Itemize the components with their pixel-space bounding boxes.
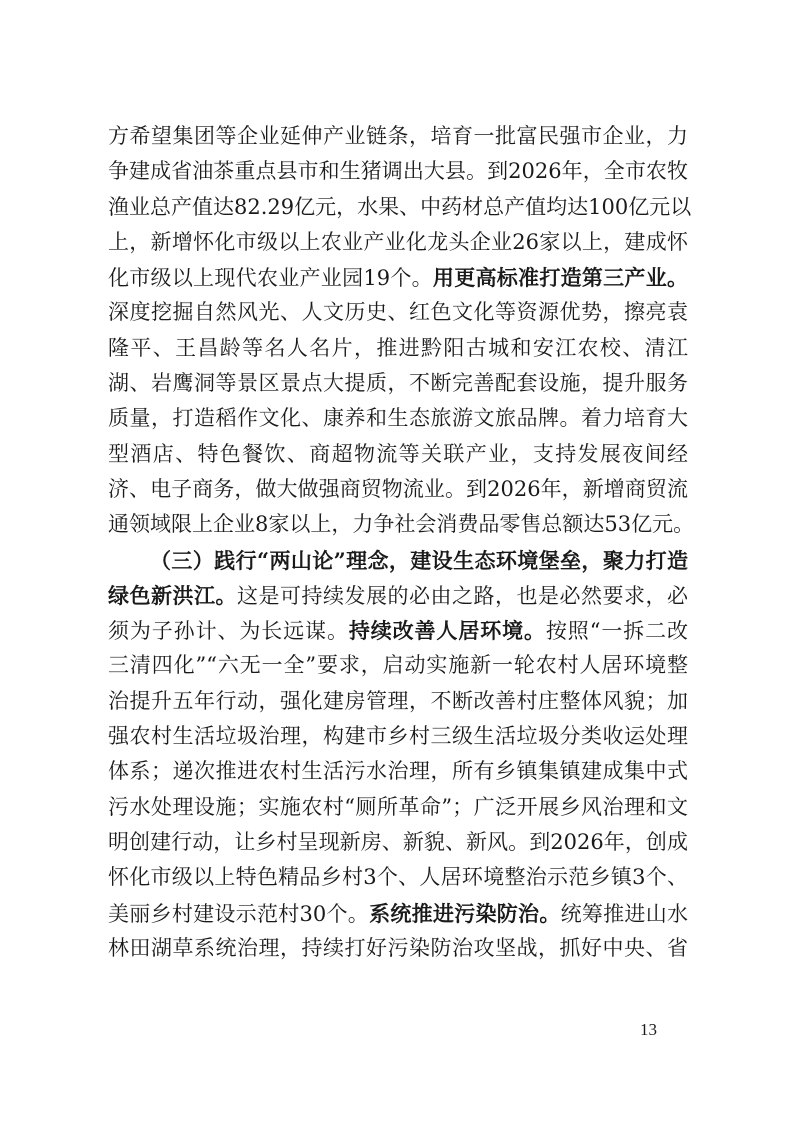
text-line	[108, 260, 688, 295]
text-segment: 方希望集团等企业延伸产业链条，培育一批富民强市企业，力	[108, 124, 688, 148]
text-line	[108, 684, 688, 719]
bold-text: 系统推进污染防治。	[369, 900, 561, 926]
text-segment: 这是可持续发展的必由之路，也是必然要求，必	[237, 583, 688, 608]
text-line	[108, 190, 692, 225]
text-line	[108, 860, 688, 895]
text-segment: 争建成省油茶重点县市和生猪调出大县。到2026年，全市农牧	[108, 159, 688, 184]
text-segment: 美丽乡村建设示范村30个。	[108, 901, 370, 926]
text-segment: 型酒店、特色餐饮、商超物流等关联产业，支持发展夜间经	[108, 441, 688, 466]
text-line	[108, 578, 688, 613]
text-segment: 按照“一拆二改	[545, 619, 689, 644]
text-segment: 济、电子商务，做大做强商贸物流业。到2026年，新增商贸流	[108, 476, 688, 501]
text-line	[108, 507, 695, 542]
text-line	[108, 931, 688, 966]
text-line	[108, 648, 688, 683]
text-segment: 上，新增怀化市级以上农业产业化龙头企业26家以上，建成怀	[108, 229, 688, 254]
text-line	[108, 896, 688, 931]
text-line	[108, 401, 688, 436]
bold-text: 绿色新洪江。	[108, 582, 237, 608]
text-line	[108, 366, 688, 401]
page-number: 13	[640, 1020, 657, 1039]
text-line	[108, 613, 688, 648]
text-segment: 污水处理设施；实施农村“厕所革命”；广泛开展乡风治理和文	[108, 794, 688, 819]
text-line	[108, 437, 688, 472]
text-line	[108, 472, 688, 507]
text-segment: 明创建行动，让乡村呈现新房、新貌、新风。到2026年，创成	[108, 829, 688, 854]
text-line	[108, 225, 688, 260]
text-segment: 深度挖掘自然风光、人文历史、红色文化等资源优势，擦亮袁	[108, 300, 688, 325]
bold-text: （三）践行“两山论”理念，建设生态环境堡垒，聚力打造	[150, 547, 688, 573]
text-segment: 治提升五年行动，强化建房管理，不断改善村庄整体风貌；加	[108, 688, 688, 713]
text-segment: 三清四化”“六无一全”要求，启动实施新一轮农村人居环境整	[108, 653, 688, 678]
text-line	[108, 543, 688, 578]
text-segment: 须为子孙计、为长远谋。	[108, 619, 349, 644]
text-segment: 林田湖草系统治理，持续打好污染防治攻坚战，抓好中央、省	[108, 935, 688, 960]
text-segment: 湖、岩鹰洞等景区景点大提质，不断完善配套设施，提升服务	[108, 371, 688, 396]
text-segment: 质量，打造稻作文化、康养和生态旅游文旅品牌。着力培育大	[108, 406, 688, 431]
text-line	[108, 754, 688, 789]
text-segment: 通领域限上企业8家以上，力争社会消费品零售总额达53亿元。	[108, 512, 695, 537]
text-line	[108, 825, 688, 860]
text-line	[108, 295, 688, 330]
text-line	[108, 154, 688, 189]
text-line	[108, 719, 688, 754]
text-segment: 怀化市级以上特色精品乡村3个、人居环境整治示范乡镇3个、	[108, 865, 688, 890]
text-line	[108, 119, 688, 154]
text-segment: 化市级以上现代农业产业园19个。	[108, 266, 433, 291]
text-segment: 体系；递次推进农村生活污水治理，所有乡镇集镇建成集中式	[108, 759, 688, 784]
bold-text: 用更高标准打造第三产业。	[432, 265, 688, 291]
text-line	[108, 790, 688, 825]
bold-text: 持续改善人居环境。	[348, 618, 546, 644]
document-body	[108, 119, 695, 966]
text-line	[108, 331, 688, 366]
text-segment: 统筹推进山水	[560, 901, 688, 926]
text-segment: 隆平、王昌龄等名人名片，推进黔阳古城和安江农校、清江	[108, 335, 688, 360]
text-segment: 渔业总产值达82.29亿元，水果、中药材总产值均达100亿元以	[108, 194, 692, 219]
text-segment: 强农村生活垃圾治理，构建市乡村三级生活垃圾分类收运处理	[108, 724, 688, 749]
